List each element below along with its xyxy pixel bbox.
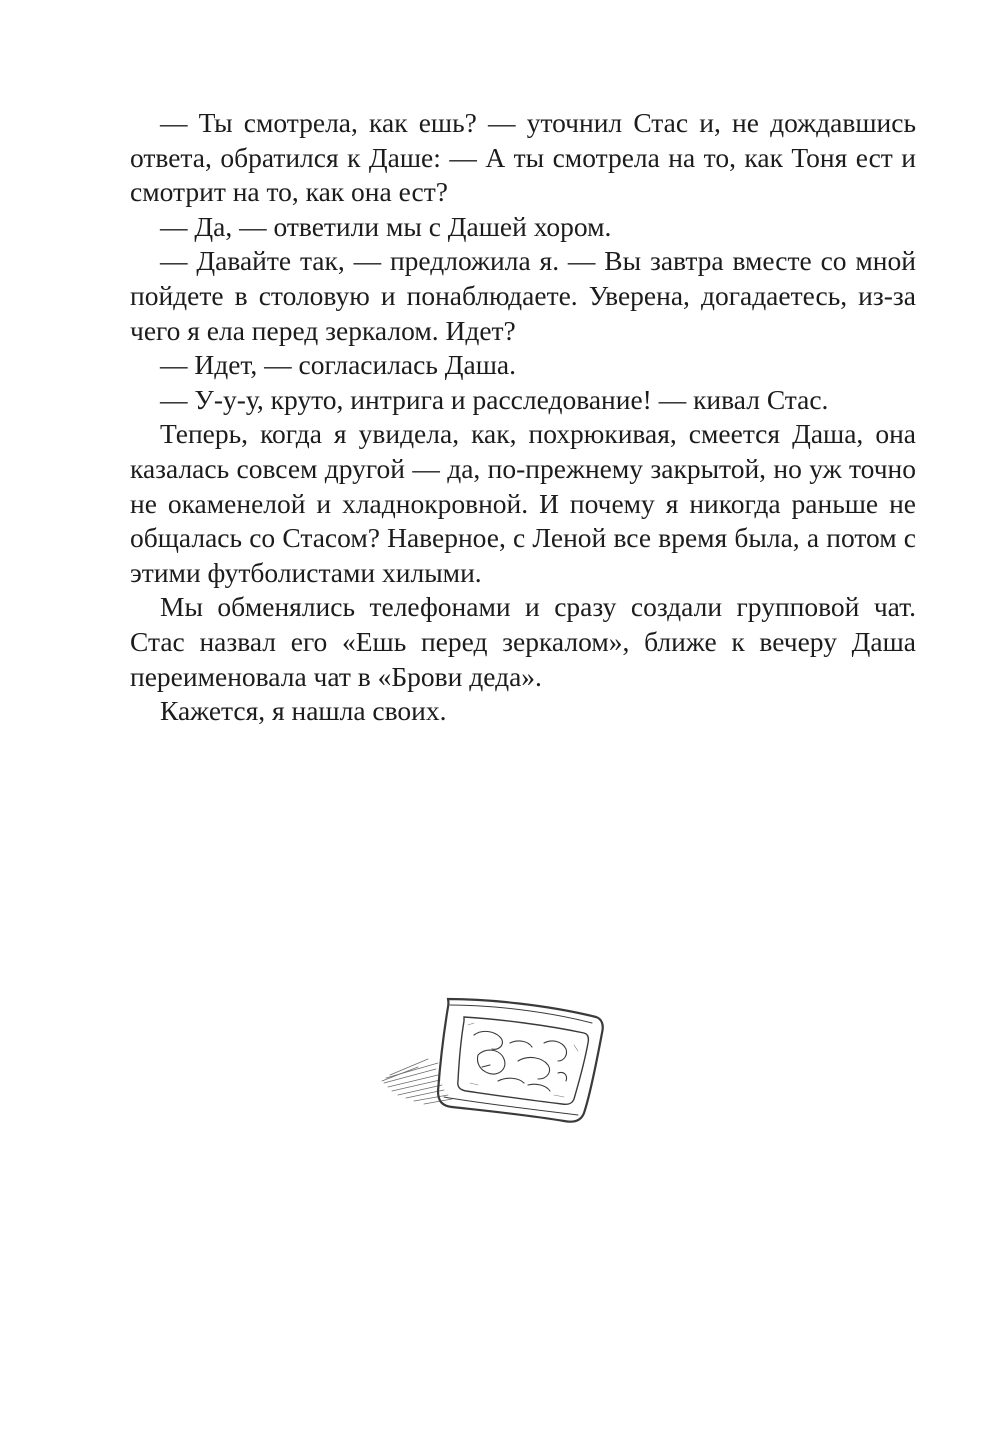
page-text: [130, 106, 916, 729]
paragraph-1: — Ты смотрела, как ешь? — уточнил Стас и, не дождавшись ответа, обратился к Даше: — А ты смотрела на то, как Тоня ест и смотрит на то, как она ест?: [130, 107, 916, 208]
paragraph-2: — Да, — ответили мы с Дашей хором.: [160, 210, 612, 242]
soap-bar-sketch-icon: [378, 985, 618, 1135]
paragraph-5: — У-у-у, круто, интрига и расследование! — кивал Стас.: [160, 383, 829, 415]
paragraph-6: Теперь, когда я увидела, как, похрюкивая, смеется Даша, она казалась совсем другой — да, по-прежнему закрытой, но уж точно не окаменелой и хладнокровной. И почему я никогда раньше не общалась со Стасом? Наверное, с Леной все время была, а потом с этими футболистами хилыми.: [130, 418, 916, 588]
paragraph-3: — Давайте так, — предложила я. — Вы завтра вместе со мной пойдете в столовую и понаблюдаете. Уверена, догадаетесь, из-за чего я ела перед зеркалом. Идет?: [130, 245, 916, 346]
paragraph-7: Мы обменялись телефонами и сразу создали групповой чат. Стас назвал его «Ешь перед зеркалом», ближе к вечеру Даша переименовала чат в «Брови деда».: [130, 591, 916, 692]
paragraph-8: Кажется, я нашла своих.: [160, 695, 447, 727]
paragraph-4: — Идет, — согласилась Даша.: [160, 349, 516, 381]
